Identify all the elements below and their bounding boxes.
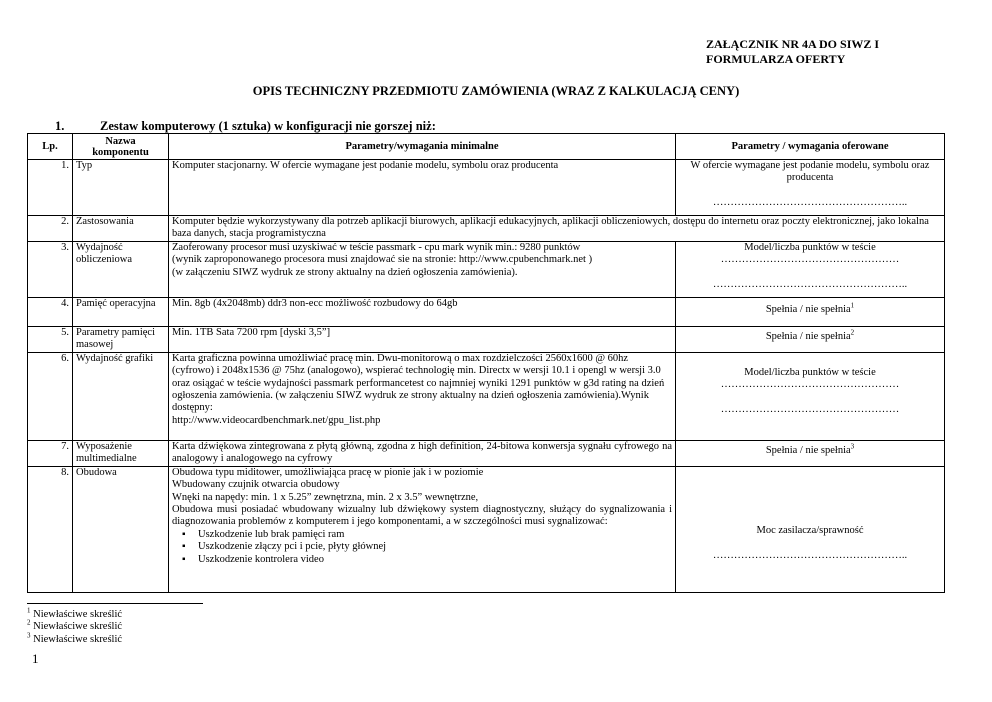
requirement-text: (wynik zaproponowanego procesora musi znajdować sie na stronie: http://www.cpubenchmark.net ) [172, 254, 593, 266]
offered-text: …………………………………………… [720, 254, 900, 266]
offered-text: …………………………………………… [720, 379, 900, 391]
requirement-text: Komputer będzie wykorzystywany dla potrzeb aplikacji biurowych, aplikacji edukacyjnych, aplikacji obliczeniowych, dostępu do internetu oraz poczty elektronicznej, jako lokalna baza danych, stacja programistyczna [172, 216, 929, 240]
row-component: Obudowa [73, 466, 169, 592]
header-offered: Parametry / wymagania oferowane [676, 134, 945, 160]
table-row [28, 440, 945, 466]
footnote-separator [27, 603, 203, 604]
row-component: Wyposażenie multimedialne [73, 440, 169, 466]
table-row [28, 216, 945, 242]
row-component: Wydajność grafiki [73, 352, 169, 440]
table-body [28, 160, 945, 593]
specification-table [27, 133, 945, 593]
page-number: 1 [32, 651, 39, 666]
row-lp: 1. [28, 160, 73, 216]
table-row [28, 327, 945, 353]
offered-text: ……………………………………………….. [712, 549, 908, 561]
list-item: ▪ Uszkodzenie złączy pci i pcie, płyty głównej [198, 541, 672, 553]
footnote-ref: 2 [850, 328, 855, 337]
row-offered [676, 298, 945, 327]
row-required [169, 440, 676, 466]
offered-text: Model/liczba punktów w teście [744, 366, 876, 378]
offered-text: Moc zasilacza/sprawność [756, 524, 864, 536]
offered-text: ……………………………………………….. [712, 197, 908, 209]
footnote [27, 606, 123, 621]
offered-text: Model/liczba punktów w teście [744, 242, 876, 253]
requirement-text: Karta dźwiękowa zintegrowana z płytą główną, zgodna z high definition, 24-bitowa konwersja sygnału cyfrowego na analogowy i analogowego na cyfrowy [172, 440, 672, 465]
footnote-number: 2 [27, 618, 31, 627]
row-required [169, 327, 676, 353]
footnotes [27, 606, 123, 646]
offered-text [679, 185, 941, 197]
table-row [28, 298, 945, 327]
table-row [28, 160, 945, 216]
footnote-text: Niewłaściwe skreślić [30, 609, 123, 620]
row-offered [676, 327, 945, 353]
footnote-ref: 1 [850, 301, 855, 310]
row-offered [676, 242, 945, 298]
row-lp: 3. [28, 242, 73, 298]
document-title: OPIS TECHNICZNY PRZEDMIOTU ZAMÓWIENIA (WRAZ Z KALKULACJĄ CENY) [252, 84, 740, 98]
offered-text [679, 267, 941, 279]
attachment-header-line1: ZAŁĄCZNIK NR 4A DO SIWZ I [706, 37, 880, 51]
footnote-number: 1 [27, 606, 31, 615]
header-component: Nazwa komponentu [73, 134, 169, 160]
row-required [169, 160, 676, 216]
footnote-text: Niewłaściwe skreślić [30, 621, 123, 633]
row-lp: 5. [28, 327, 73, 353]
row-component: Zastosowania [73, 216, 169, 242]
requirement-text: Min. 1TB Sata 7200 rpm [dyski 3,5”] [172, 327, 331, 338]
requirement-text: (w załączeniu SIWZ wydruk ze strony aktualny na dzień ogłoszenia zamówienia). [172, 266, 518, 278]
requirement-text: http://www.videocardbenchmark.net/gpu_list.php [172, 414, 381, 426]
offered-text: W ofercie wymagane jest podanie modelu, symbolu oraz producenta [690, 160, 930, 184]
offered-text: …………………………………………… [720, 404, 900, 416]
requirement-text: Min. 8gb (4x2048mb) ddr3 non-ecc możliwość rozbudowy do 64gb [172, 298, 458, 309]
list-item: ▪ Uszkodzenie kontrolera video [198, 554, 672, 566]
footnote [27, 631, 123, 646]
requirement-text: Obudowa typu miditower, umożliwiająca pracę w pionie jak i w poziomie [172, 466, 484, 478]
row-offered [676, 440, 945, 466]
offered-text: ……………………………………………….. [712, 279, 908, 291]
row-component: Pamięć operacyjna [73, 298, 169, 327]
row-offered [676, 160, 945, 216]
attachment-header-line2: FORMULARZA OFERTY [706, 52, 846, 66]
table-row [28, 466, 945, 592]
table-row [28, 242, 945, 298]
row-lp: 4. [28, 298, 73, 327]
footnote-ref: 3 [850, 442, 855, 451]
footnote-number: 3 [27, 631, 31, 640]
row-component: Parametry pamięci masowej [73, 327, 169, 353]
header-required: Parametry/wymagania minimalne [169, 134, 676, 160]
requirement-text: Karta graficzna powinna umożliwiać pracę min. Dwu-monitorową o max rozdzielczości 2560x1600 @ 60hz (cyfrowo) i 2048x1536 @ 75hz (analogowo), wspierać technologię min. Directx w wersji 10.1 i opengl w wersji 3.0 oraz osiągać w teście wydajności passmark performancetest co najmniej wyniki 1291 punktów w g3d rating na dzień ogłoszenia zamówienia. (w załączeniu SIWZ wydruk ze strony aktualny na dzień ogłoszenia zamówienia).Wynik dostępny: [172, 352, 665, 414]
row-component: Typ [73, 160, 169, 216]
attachment-header [706, 37, 879, 67]
requirement-bullets [172, 529, 672, 566]
row-lp: 6. [28, 352, 73, 440]
requirement-text: Wnęki na napędy: min. 1 x 5.25” zewnętrzna, min. 2 x 3.5” wewnętrzne, [172, 491, 479, 503]
compliance-text: Spełnia / nie spełnia [765, 444, 851, 456]
footnote [27, 618, 123, 633]
requirement-text: Zaoferowany procesor musi uzyskiwać w teście passmark - cpu mark wynik min.: 9280 punktów [172, 242, 581, 253]
row-lp: 2. [28, 216, 73, 242]
list-item: ▪ Uszkodzenie lub brak pamięci ram [198, 529, 672, 541]
row-offered [676, 466, 945, 592]
header-lp: Lp. [28, 134, 73, 160]
offered-text [679, 537, 941, 549]
compliance-text: Spełnia / nie spełnia [765, 304, 851, 315]
section-title: Zestaw komputerowy (1 sztuka) w konfiguracji nie gorszej niż: [100, 119, 436, 133]
row-required [169, 352, 676, 440]
table-header-row [28, 134, 945, 160]
row-required [169, 298, 676, 327]
section-number: 1. [55, 119, 65, 133]
offered-text [679, 392, 941, 404]
compliance-text: Spełnia / nie spełnia [765, 331, 851, 342]
row-required [169, 216, 945, 242]
row-lp: 8. [28, 466, 73, 592]
footnote-text: Niewłaściwe skreślić [30, 633, 123, 645]
row-offered [676, 352, 945, 440]
row-required [169, 242, 676, 298]
requirement-text: Wbudowany czujnik otwarcia obudowy [172, 479, 340, 491]
row-required [169, 466, 676, 592]
row-lp: 7. [28, 440, 73, 466]
table-row [28, 352, 945, 440]
requirement-text: Obudowa musi posiadać wbudowany wizualny lub dźwiękowy system diagnostyczny, służący do sygnalizowania i diagnozowania problemów z komputerem i jego komponentami, a w szczególności musi sygnalizować: [172, 504, 672, 528]
row-component: Wydajność obliczeniowa [73, 242, 169, 298]
requirement-text: Komputer stacjonarny. W ofercie wymagane jest podanie modelu, symbolu oraz producenta [172, 160, 559, 171]
